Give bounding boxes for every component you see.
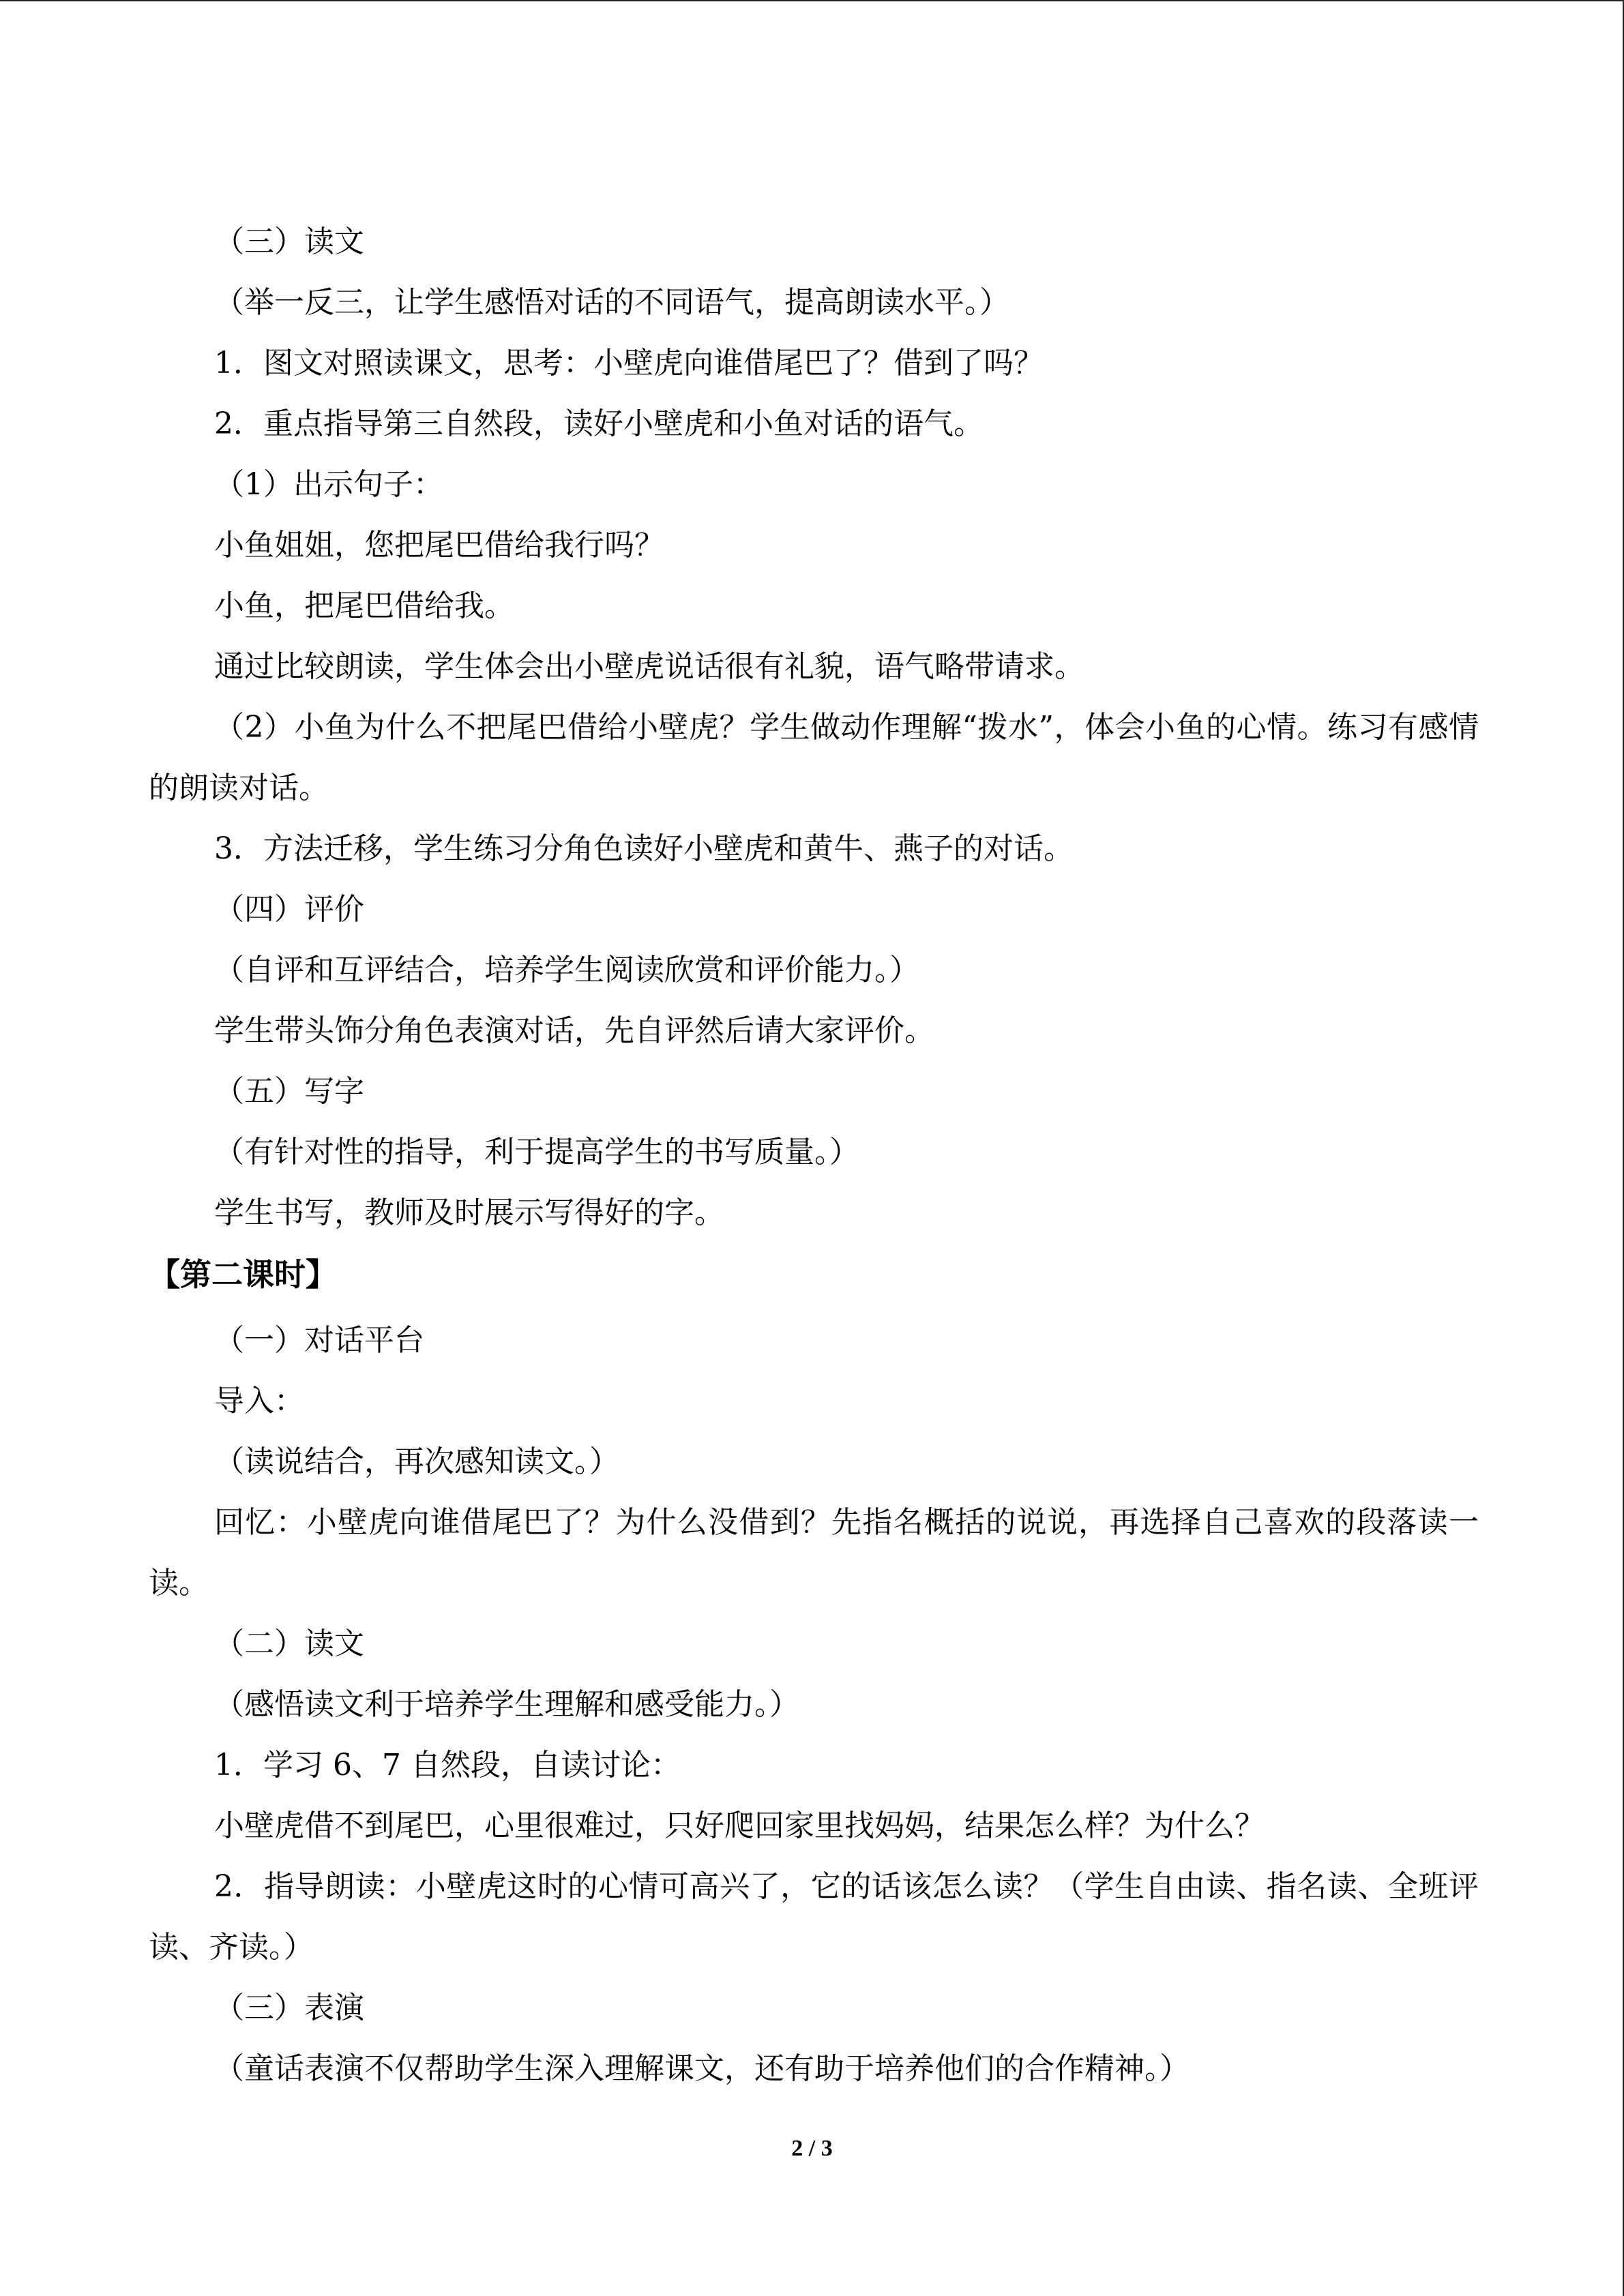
paragraph: 2．重点指导第三自然段，读好小壁虎和小鱼对话的语气。 [214,406,984,441]
paragraph: 小壁虎借不到尾巴，心里很难过，只好爬回家里找妈妈，结果怎么样？为什么？ [214,1808,1265,1843]
paragraph: （童话表演不仅帮助学生深入理解课文，还有助于培养他们的合作精神。） [214,2051,1190,2086]
paragraph: 2．指导朗读：小壁虎这时的心情可高兴了，它的话该怎么读？（学生自由读、指名读、全班评读、齐读。） [149,1869,1479,1965]
paragraph: 小鱼姐姐，您把尾巴借给我行吗？ [214,528,664,563]
paragraph: （一）对话平台 [214,1323,424,1358]
paragraph: （举一反三，让学生感悟对话的不同语气，提高朗读水平。） [214,285,1009,320]
paragraph: 1．学习 6、7 自然段，自读讨论： [214,1748,681,1783]
paragraph: （读说结合，再次感知读文。） [214,1444,619,1479]
paragraph: （三）读文 [214,224,364,259]
paragraph: （二）读文 [214,1626,364,1661]
paragraph: （四）评价 [214,892,364,927]
paragraph: （自评和互评结合，培养学生阅读欣赏和评价能力。） [214,953,919,987]
document-body [149,211,1479,2099]
paragraph: （有针对性的指导，利于提高学生的书写质量。） [214,1135,859,1169]
paragraph: 学生带头饰分角色表演对话，先自评然后请大家评价。 [214,1013,934,1048]
section-heading: 【第二课时】 [149,1256,337,1293]
paragraph: （2）小鱼为什么不把尾巴借给小壁虎？学生做动作理解“拨水”，体会小鱼的心情。练习有感情的朗读对话。 [149,710,1479,805]
paragraph: （五）写字 [214,1074,364,1109]
paragraph: （三）表演 [214,1991,364,2025]
paragraph: （1）出示句子： [214,467,443,502]
paragraph: 小鱼，把尾巴借给我。 [214,588,514,623]
paragraph: 导入： [214,1384,304,1418]
paragraph: 学生书写，教师及时展示写得好的字。 [214,1195,724,1230]
page-number: 2 / 3 [791,2136,833,2161]
paragraph: 3．方法迁移，学生练习分角色读好小壁虎和黄牛、燕子的对话。 [214,831,1074,866]
paragraph: （感悟读文利于培养学生理解和感受能力。） [214,1687,799,1722]
paragraph: 1．图文对照读课文，思考：小壁虎向谁借尾巴了？借到了吗？ [214,346,1044,381]
paragraph: 通过比较朗读，学生体会出小壁虎说话很有礼貌，语气略带请求。 [214,649,1084,684]
paragraph: 回忆：小壁虎向谁借尾巴了？为什么没借到？先指名概括的说说，再选择自己喜欢的段落读一读。 [149,1505,1479,1600]
